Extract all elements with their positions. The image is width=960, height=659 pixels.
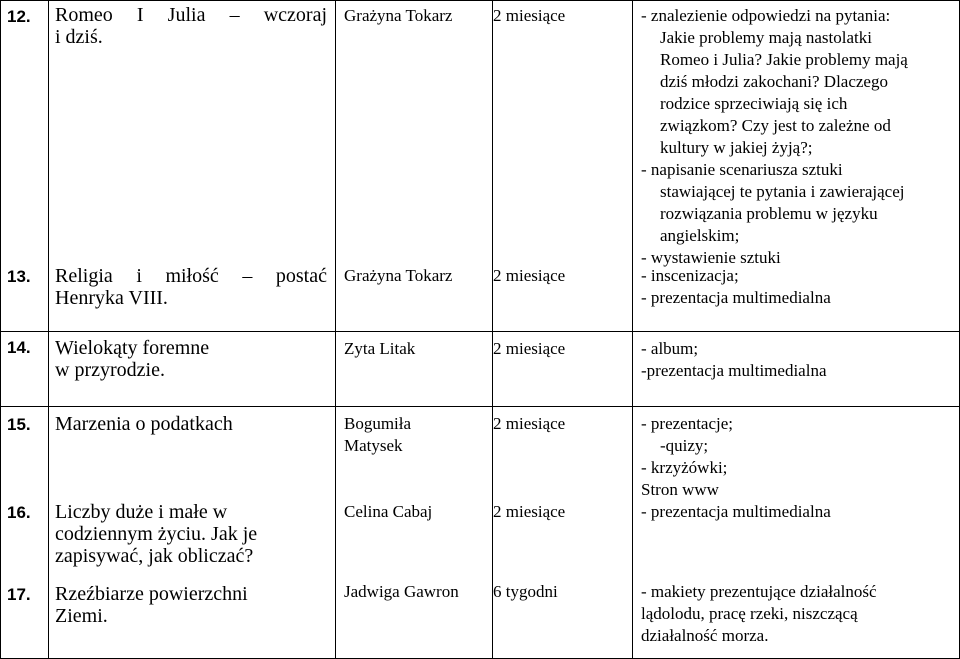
duration-cell bbox=[493, 1, 633, 332]
teacher-name: Bogumiła Matysek bbox=[344, 414, 412, 455]
duration-text: 2 miesiące bbox=[493, 266, 566, 285]
topic-text: Rzeźbiarze powierzchni Ziemi. bbox=[55, 583, 248, 627]
row-number: 17. bbox=[7, 585, 31, 604]
teacher-name: Celina Cabaj bbox=[344, 502, 433, 521]
row-number-cell bbox=[1, 332, 49, 407]
description-text: - inscenizacja; - prezentacja multimedialna bbox=[641, 266, 831, 307]
teacher-name: Jadwiga Gawron bbox=[344, 582, 459, 601]
table-row bbox=[1, 332, 960, 407]
topic-text: Marzenia o podatkach bbox=[55, 413, 233, 435]
topic-text: Romeo I Julia – wczoraj i dziś. bbox=[55, 4, 327, 48]
teacher-name: Zyta Litak bbox=[344, 339, 416, 358]
description-cell bbox=[633, 407, 960, 659]
description-text: - prezentacja multimedialna bbox=[641, 502, 831, 521]
row-number-cell bbox=[1, 1, 49, 332]
topic-text: Wielokąty foremne w przyrodzie. bbox=[55, 337, 210, 381]
teacher-name: Grażyna Tokarz bbox=[344, 266, 453, 285]
topic-text: Liczby duże i małe w codziennym życiu. Jak je zapisywać, jak obliczać? bbox=[55, 501, 258, 567]
row-number: 15. bbox=[7, 415, 31, 434]
duration-text: 2 miesiące bbox=[493, 6, 566, 25]
topic-text: Religia i miłość – postać Henryka VIII. bbox=[55, 265, 327, 309]
duration-text: 2 miesiące bbox=[493, 414, 566, 433]
duration-cell bbox=[493, 407, 633, 659]
teacher-cell bbox=[336, 1, 493, 332]
duration-text: 2 miesiące bbox=[493, 502, 566, 521]
row-number: 12. bbox=[7, 7, 31, 26]
description-cell bbox=[633, 1, 960, 332]
table-row bbox=[1, 1, 960, 332]
topic-cell bbox=[49, 332, 336, 407]
row-number: 13. bbox=[7, 267, 31, 286]
description-text: - album; -prezentacja multimedialna bbox=[641, 339, 827, 380]
teacher-cell bbox=[336, 407, 493, 659]
duration-text: 6 tygodni bbox=[493, 582, 558, 601]
topic-cell bbox=[49, 1, 336, 332]
row-number: 14. bbox=[7, 338, 31, 357]
description-text: - makiety prezentujące działalność lądolodu, pracę rzeki, niszczącą działalność morza. bbox=[641, 582, 877, 645]
teacher-cell bbox=[336, 332, 493, 407]
table-row bbox=[1, 407, 960, 659]
teacher-name: Grażyna Tokarz bbox=[344, 6, 453, 25]
duration-text: 2 miesiące bbox=[493, 339, 566, 358]
row-number-cell bbox=[1, 407, 49, 659]
description-text: - prezentacje; -quizy; - krzyżówki; Stron www bbox=[641, 414, 734, 499]
row-number: 16. bbox=[7, 503, 31, 522]
topic-cell bbox=[49, 407, 336, 659]
duration-cell bbox=[493, 332, 633, 407]
description-text: - znalezienie odpowiedzi na pytania: Jakie problemy mają nastolatki Romeo i Julia? Jakie problemy mają dziś młodzi zakochani? Dlaczego rodzice sprzeciwiają się ich związkom? Czy jest to zależne od kultury w jakiej żyją?; - napisanie scenariusza sztuki stawiającej te pytania i zawierającej rozwiązania problemu w języku angielskim; - wystawienie sztuki bbox=[641, 6, 908, 267]
description-cell bbox=[633, 332, 960, 407]
